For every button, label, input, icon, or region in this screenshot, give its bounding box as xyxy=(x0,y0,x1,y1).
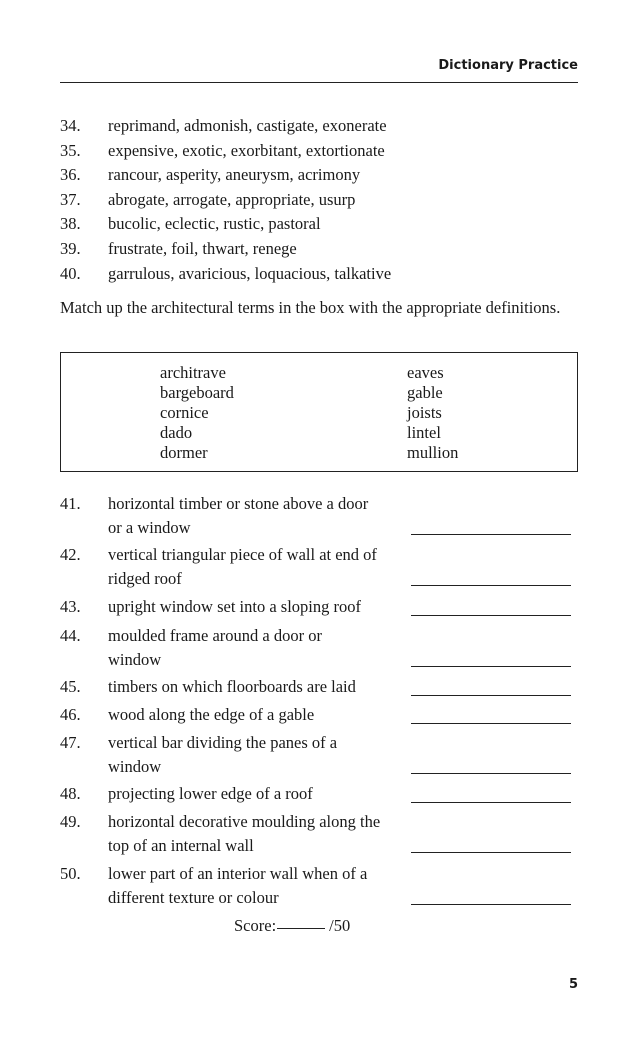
term-left: bargeboard xyxy=(160,383,234,402)
answer-blank[interactable] xyxy=(411,832,571,853)
term-left: dormer xyxy=(160,443,208,462)
question-number: 41. xyxy=(60,494,81,513)
item-number: 39. xyxy=(60,239,81,258)
item-number: 34. xyxy=(60,116,81,135)
item-text: garrulous, avaricious, loquacious, talkative xyxy=(108,264,392,283)
answer-blank[interactable] xyxy=(411,514,571,535)
item-text: expensive, exotic, exorbitant, extortionate xyxy=(108,141,385,160)
term-left: dado xyxy=(160,423,193,442)
running-header: Dictionary Practice xyxy=(438,58,578,73)
question-text-line1: lower part of an interior wall when of a xyxy=(108,864,368,883)
terms-box xyxy=(60,352,578,472)
question-text-line1: upright window set into a sloping roof xyxy=(108,597,361,616)
question-text-line1: vertical triangular piece of wall at end of xyxy=(108,545,377,564)
question-text-line2: or a window xyxy=(108,518,191,537)
question-text-line1: vertical bar dividing the panes of a xyxy=(108,733,338,752)
term-right: lintel xyxy=(407,423,441,442)
question-number: 47. xyxy=(60,733,81,752)
item-number: 36. xyxy=(60,165,81,184)
item-number: 37. xyxy=(60,190,81,209)
question-text-line1: horizontal timber or stone above a door xyxy=(108,494,369,513)
header-rule xyxy=(60,82,578,83)
question-text-line2: different texture or colour xyxy=(108,888,279,907)
question-text-line1: horizontal decorative moulding along the xyxy=(108,812,381,831)
term-right: mullion xyxy=(407,443,459,462)
question-number: 44. xyxy=(60,626,81,645)
question-number: 43. xyxy=(60,597,81,616)
term-left: architrave xyxy=(160,363,226,382)
item-text: rancour, asperity, aneurysm, acrimony xyxy=(108,165,361,184)
score-blank[interactable] xyxy=(277,928,325,929)
question-text-line2: window xyxy=(108,650,162,669)
instruction-text: Match up the architectural terms in the box with the appropriate definitions. xyxy=(60,298,561,317)
question-text-line1: wood along the edge of a gable xyxy=(108,705,315,724)
item-text: reprimand, admonish, castigate, exonerate xyxy=(108,116,387,135)
question-text-line2: window xyxy=(108,757,162,776)
item-text: abrogate, arrogate, appropriate, usurp xyxy=(108,190,356,209)
answer-blank[interactable] xyxy=(411,782,571,803)
question-text-line1: timbers on which floorboards are laid xyxy=(108,677,356,696)
answer-blank[interactable] xyxy=(411,703,571,724)
question-number: 42. xyxy=(60,545,81,564)
question-number: 49. xyxy=(60,812,81,831)
score-line xyxy=(234,914,350,938)
answer-blank[interactable] xyxy=(411,884,571,905)
term-right: gable xyxy=(407,383,443,402)
answer-blank[interactable] xyxy=(411,565,571,586)
page-number: 5 xyxy=(568,977,578,992)
score-label: Score: xyxy=(234,916,277,935)
question-number: 50. xyxy=(60,864,81,883)
term-right: joists xyxy=(407,403,442,422)
question-text-line2: ridged roof xyxy=(108,569,182,588)
item-text: frustrate, foil, thwart, renege xyxy=(108,239,297,258)
answer-blank[interactable] xyxy=(411,646,571,667)
question-number: 48. xyxy=(60,784,81,803)
item-number: 40. xyxy=(60,264,81,283)
question-number: 46. xyxy=(60,705,81,724)
question-number: 45. xyxy=(60,677,81,696)
item-text: bucolic, eclectic, rustic, pastoral xyxy=(108,214,321,233)
answer-blank[interactable] xyxy=(411,595,571,616)
term-right: eaves xyxy=(407,363,444,382)
item-number: 35. xyxy=(60,141,81,160)
answer-blank[interactable] xyxy=(411,675,571,696)
term-left: cornice xyxy=(160,403,209,422)
answer-blank[interactable] xyxy=(411,753,571,774)
question-text-line2: top of an internal wall xyxy=(108,836,254,855)
score-total: /50 xyxy=(329,916,351,935)
item-number: 38. xyxy=(60,214,81,233)
question-text-line1: moulded frame around a door or xyxy=(108,626,322,645)
question-text-line1: projecting lower edge of a roof xyxy=(108,784,313,803)
